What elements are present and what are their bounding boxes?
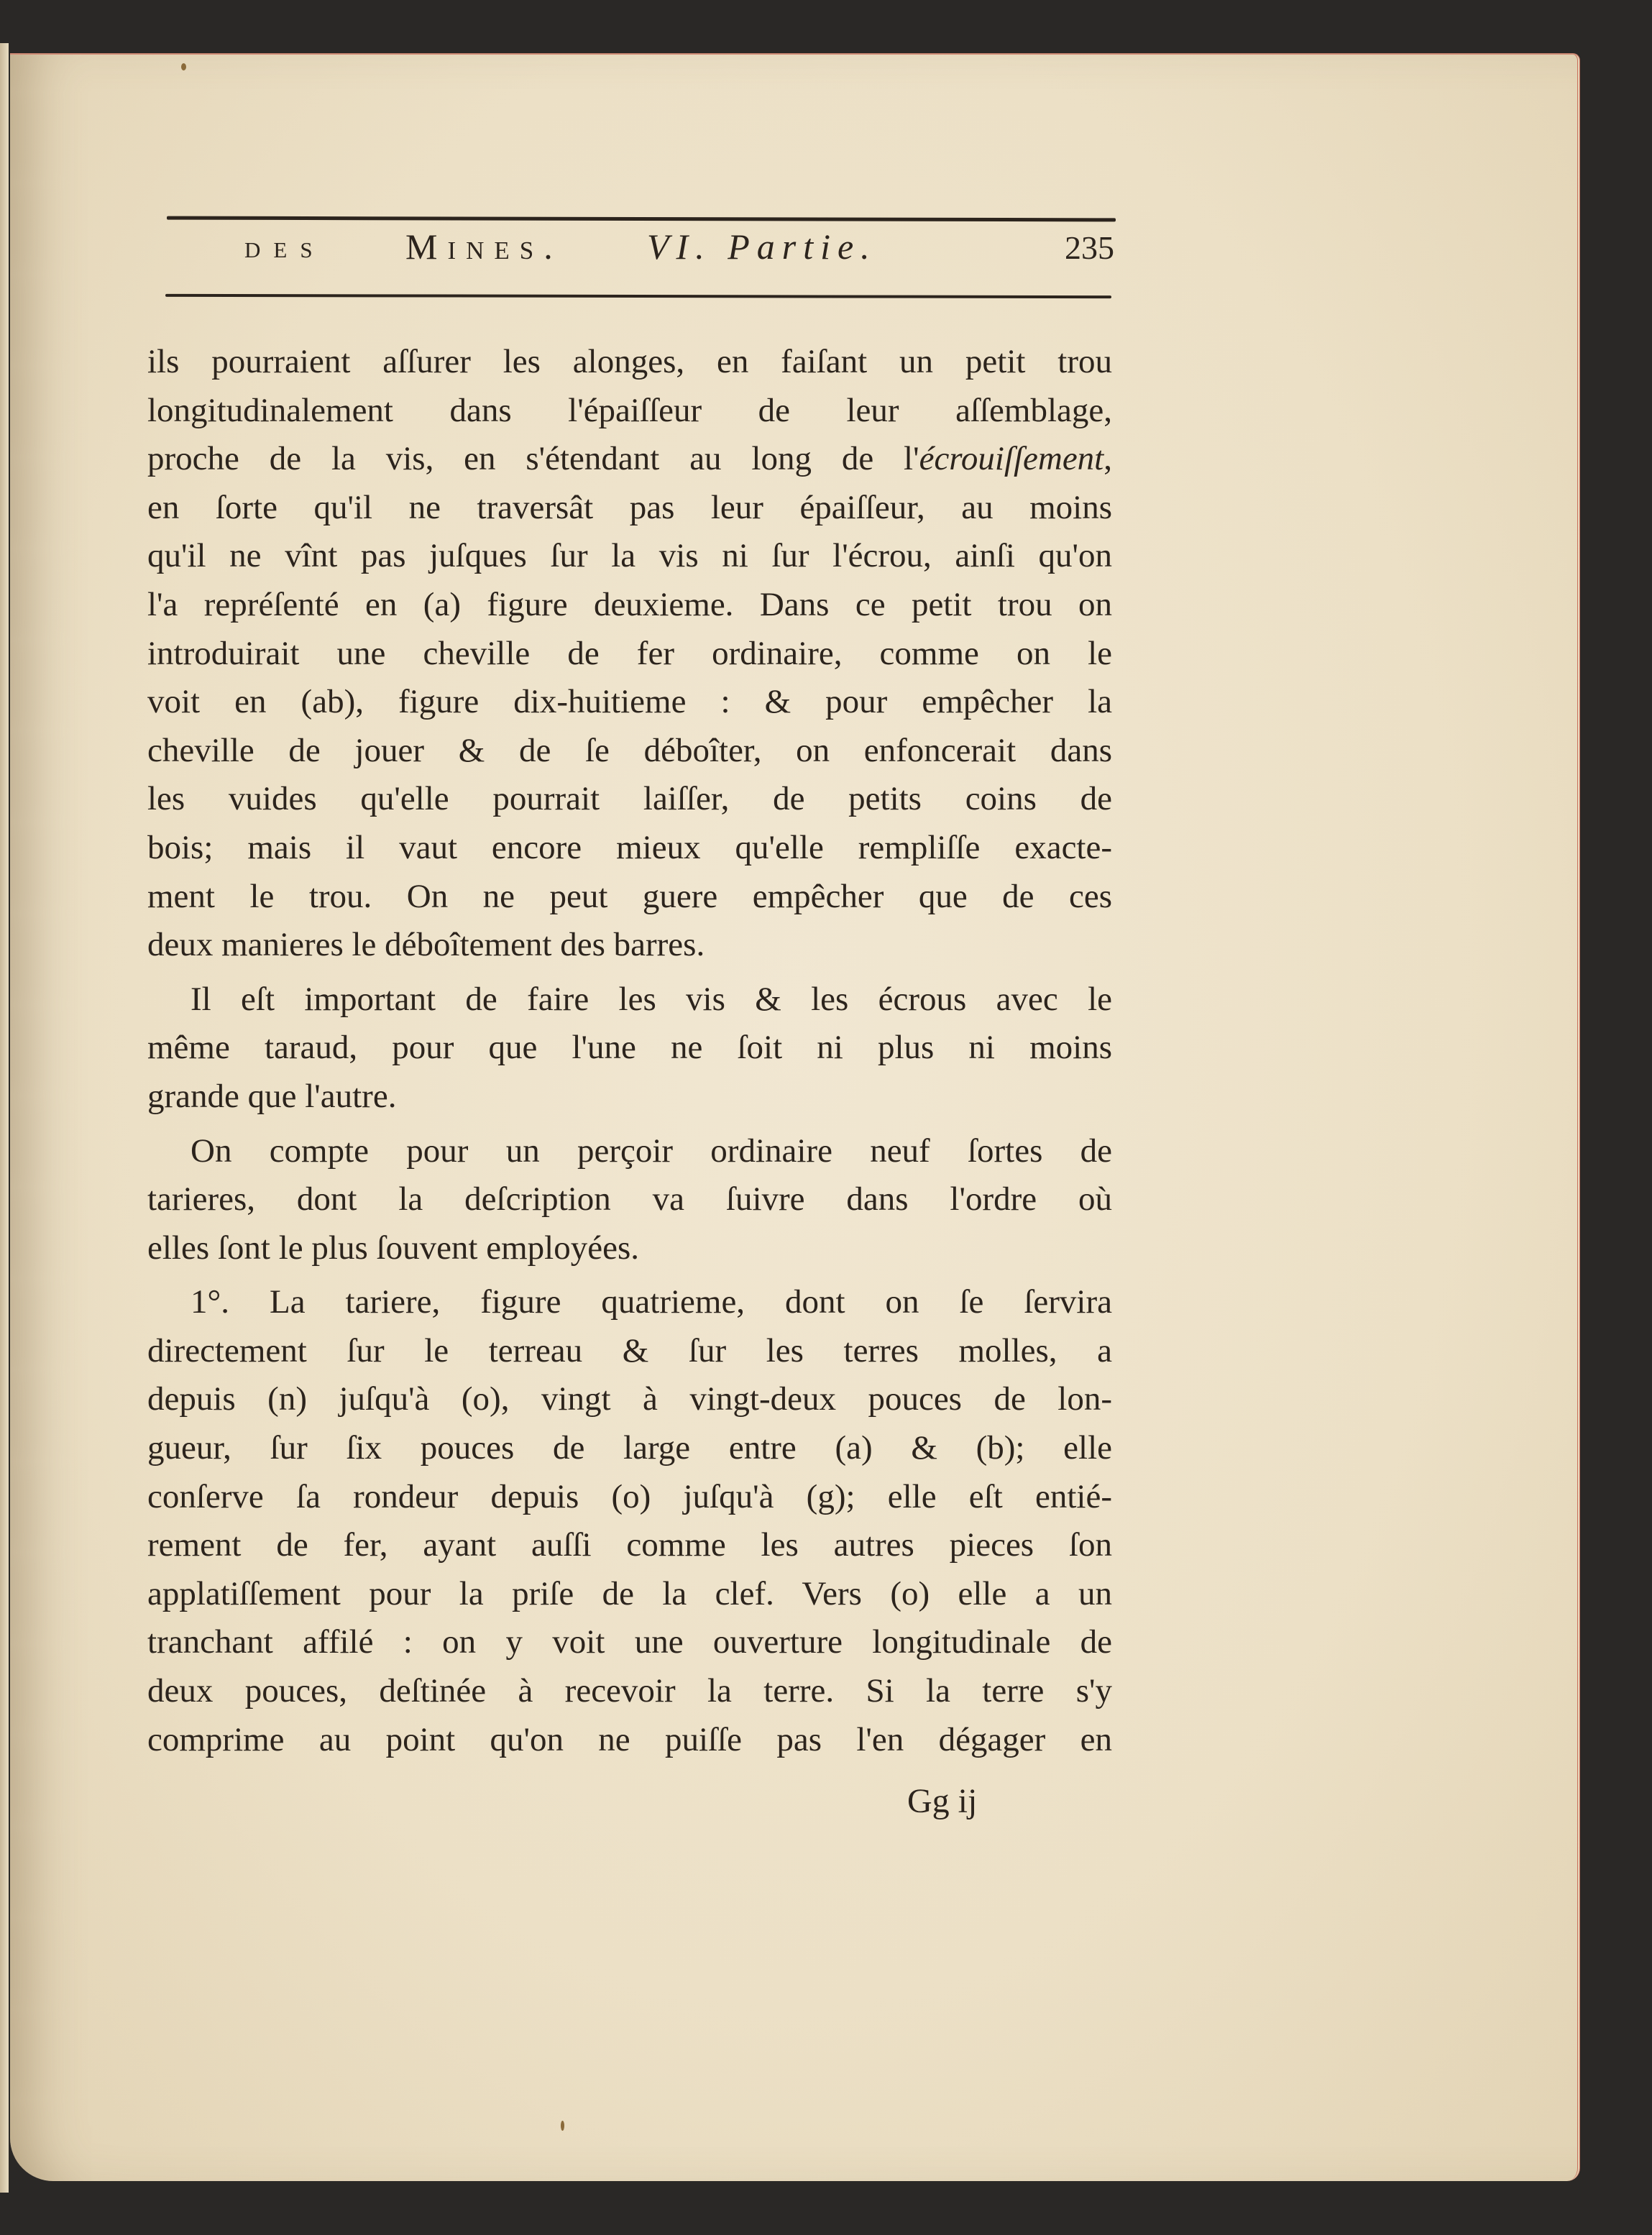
line-text: comprime au point qu'on ne puiſſe pas l'en dégager en [147, 1720, 1112, 1758]
text-line [147, 1618, 1112, 1667]
running-header [244, 226, 1114, 279]
header-partie: VI. Partie. [647, 226, 877, 267]
line-text: conſerve ſa rondeur depuis (o) juſqu'à (g); elle eſt entié- [147, 1477, 1112, 1515]
text-line [147, 1521, 1112, 1570]
text-line [147, 484, 1112, 533]
text-line [147, 532, 1112, 581]
line-text: l'a repréſenté en (a) figure deuxieme. Dans ce petit trou on [147, 585, 1112, 623]
line-text: tarieres, dont la deſcription va ſuivre dans l'ordre où [147, 1180, 1112, 1219]
text-line [147, 824, 1112, 873]
line-text: introduirait une cheville de fer ordinaire, comme on le [147, 634, 1112, 672]
text-line [147, 1667, 1112, 1716]
line-text: voit en (ab), figure dix-huitieme : & pour empêcher la [147, 683, 1112, 721]
line-text: rement de fer, ayant auſſi comme les autres pieces ſon [147, 1526, 1112, 1564]
text-line [147, 1024, 1112, 1073]
text-line [147, 775, 1112, 824]
text-line [147, 1127, 1112, 1176]
line-text: gueur, ſur ſix pouces de large entre (a) & (b); elle [147, 1429, 1112, 1467]
line-text: deux manieres le déboîtement des barres. [147, 926, 705, 964]
text-line [147, 1278, 1112, 1327]
text-line [147, 921, 1112, 970]
paper-blemish [181, 63, 186, 70]
text-line [147, 873, 1112, 922]
line-text: en ſorte qu'il ne traversât pas leur épaiſſeur, au moins [147, 488, 1112, 526]
text-line [147, 338, 1112, 387]
line-punctuation: , [1103, 440, 1112, 478]
line-text: directement ſur le terreau & ſur les terres molles, a [147, 1331, 1112, 1369]
line-text: elles ſont le plus ſouvent employées. [147, 1229, 639, 1267]
text-line [147, 630, 1112, 679]
line-text: ils pourraient aſſurer les alonges, en faiſant un petit trou [147, 343, 1112, 380]
paper-blemish [561, 2121, 564, 2131]
text-line [147, 976, 1112, 1024]
line-text: ment le trou. On ne peut guere empêcher que de ces [147, 877, 1112, 915]
text-line [147, 1224, 1112, 1273]
text-line [147, 1716, 1112, 1765]
line-text: deux pouces, deſtinée à recevoir la terre. Si la terre s'y [147, 1672, 1112, 1710]
line-text: proche de la vis, en s'étendant au long de l' [147, 440, 919, 478]
text-line [147, 1175, 1112, 1224]
text-line [147, 727, 1112, 776]
line-text: qu'il ne vînt pas juſques ſur la vis ni ſur l'écrou, ainſi qu'on [147, 537, 1112, 575]
header-des: des [244, 229, 326, 265]
text-line [147, 387, 1112, 436]
facing-page-edge [0, 43, 9, 2193]
line-text: applatiſſement pour la priſe de la clef. Vers (o) elle a un [147, 1574, 1112, 1612]
signature-catchword: Gg ij [907, 1782, 978, 1820]
line-text: Il eſt important de faire les vis & les écrous avec le [191, 980, 1112, 1018]
body-text [147, 338, 1112, 1764]
page-number: 235 [1065, 229, 1114, 266]
line-text: même taraud, pour que l'une ne ſoit ni plus ni moins [147, 1029, 1112, 1067]
line-text: longitudinalement dans l'épaiſſeur de leur aſſemblage, [147, 391, 1112, 429]
text-line [147, 1327, 1112, 1376]
text-line [147, 435, 1112, 484]
text-line [147, 1375, 1112, 1424]
line-text: tranchant affilé : on y voit une ouverture longitudinale de [147, 1623, 1112, 1661]
line-text: cheville de jouer & de ſe déboîter, on enfoncerait dans [147, 731, 1112, 769]
header-mines: Mines. [405, 226, 563, 267]
line-text: les vuides qu'elle pourrait laiſſer, de petits coins de [147, 780, 1112, 818]
line-text: bois; mais il vaut encore mieux qu'elle rempliſſe exacte- [147, 828, 1112, 866]
text-line [147, 1473, 1112, 1522]
text-line [147, 678, 1112, 727]
line-text: 1°. La tariere, figure quatrieme, dont on ſe ſervira [191, 1283, 1112, 1321]
text-line [147, 1424, 1112, 1473]
text-line [147, 1073, 1112, 1121]
line-text: depuis (n) juſqu'à (o), vingt à vingt-deux pouces de lon- [147, 1380, 1112, 1418]
text-line [147, 581, 1112, 630]
text-line [147, 1570, 1112, 1619]
italic-term: écrouiſſement [919, 440, 1104, 478]
line-text: On compte pour un perçoir ordinaire neuf ſortes de [191, 1132, 1112, 1170]
line-text: grande que l'autre. [147, 1077, 397, 1115]
